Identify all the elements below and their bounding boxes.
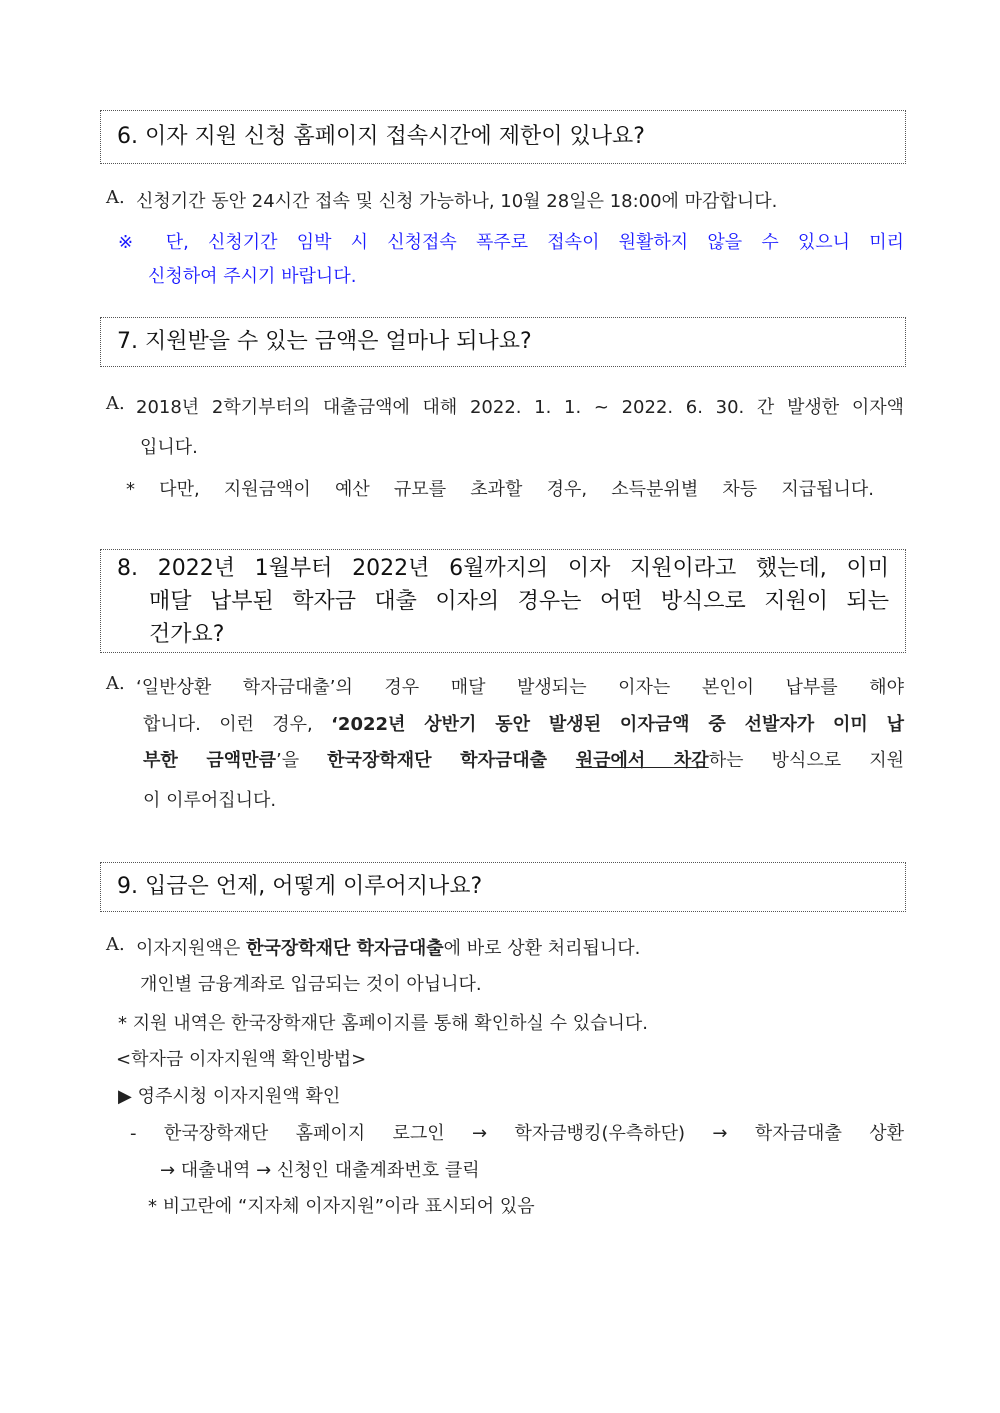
answer-9-line1-plain1: 이자지원액은 (136, 938, 247, 959)
answer-6-notice-line1: ※ 단, 신청기간 임박 시 신청접속 폭주로 접속이 원활하지 않을 수 있으니 미리 (118, 232, 904, 253)
answer-7-note: * 다만, 지원금액이 예산 규모를 초과할 경우, 소득분위별 차등 지급됩니다. (126, 479, 874, 500)
answer-9-line1-bold: 한국장학재단 학자금대출 (246, 938, 444, 959)
answer-8-lead: A. (106, 673, 125, 694)
answer-8-line3-bold1: 부한 금액만큼 (143, 750, 276, 771)
answer-8-line3-plain2: 하는 방식으로 지원 (708, 750, 904, 771)
answer-9-line1-plain2: 에 바로 상환 처리됩니다. (443, 938, 641, 959)
question-6-text: 6. 이자 지원 신청 홈페이지 접속시간에 제한이 있나요? (117, 124, 645, 149)
answer-8-line2-bold: ‘2022년 상반기 동안 발생된 이자금액 중 선발자가 이미 납 (331, 714, 905, 735)
answer-9-line1 (136, 934, 640, 960)
question-8-box (100, 549, 906, 653)
answer-8-line3-underlined: 원금에서 차감 (575, 750, 709, 771)
answer-8-line3-bold2: 한국장학재단 학자금대출 (327, 750, 576, 771)
question-9-box (100, 862, 906, 912)
answer-6-text: 신청기간 동안 24시간 접속 및 신청 가능하나, 10월 28일은 18:00에 마감합니다. (136, 191, 778, 212)
method-step-line2: → 대출내역 → 신청인 대출계좌번호 클릭 (160, 1160, 480, 1181)
answer-6-notice-line2: 신청하여 주시기 바랍니다. (148, 266, 357, 287)
question-7-box (100, 317, 906, 367)
answer-8-line2-plain: 합니다. 이런 경우, (143, 714, 332, 735)
question-8-line3: 건가요? (149, 622, 225, 647)
answer-9-lead: A. (106, 934, 125, 955)
answer-9-note: * 지원 내역은 한국장학재단 홈페이지를 통해 확인하실 수 있습니다. (118, 1013, 648, 1034)
method-heading: ▶ 영주시청 이자지원액 확인 (118, 1086, 341, 1107)
answer-8-line2 (143, 710, 904, 736)
question-7-text: 7. 지원받을 수 있는 금액은 얼마나 되나요? (117, 329, 532, 354)
answer-7-line1: 2018년 2학기부터의 대출금액에 대해 2022. 1. 1. ~ 2022. 6. 30. 간 발생한 이자액 (136, 397, 904, 418)
answer-7-line2: 입니다. (140, 437, 198, 458)
question-8-line2: 매달 납부된 학자금 대출 이자의 경우는 어떤 방식으로 지원이 되는 (149, 589, 889, 614)
method-step-line1: - 한국장학재단 홈페이지 로그인 → 학자금뱅킹(우측하단) → 학자금대출 상환 (130, 1123, 904, 1144)
answer-8-line4: 이 이루어집니다. (143, 790, 277, 811)
question-8-line1: 8. 2022년 1월부터 2022년 6월까지의 이자 지원이라고 했는데, 이미 (117, 556, 889, 581)
answer-8-line3-plain1: ’을 (275, 750, 328, 771)
question-9-text: 9. 입금은 언제, 어떻게 이루어지나요? (117, 874, 483, 899)
method-step-note: * 비고란에 “지자체 이자지원”이라 표시되어 있음 (148, 1196, 535, 1217)
answer-9-line2: 개인별 금융계좌로 입금되는 것이 아닙니다. (140, 974, 482, 995)
answer-8-line3 (143, 746, 904, 772)
answer-8-line1: ‘일반상환 학자금대출’의 경우 매달 발생되는 이자는 본인이 납부를 해야 (136, 677, 904, 698)
question-6-box (100, 110, 906, 164)
answer-6-lead: A. (106, 187, 125, 208)
answer-7-lead: A. (106, 393, 125, 414)
method-title: <학자금 이자지원액 확인방법> (116, 1049, 367, 1070)
